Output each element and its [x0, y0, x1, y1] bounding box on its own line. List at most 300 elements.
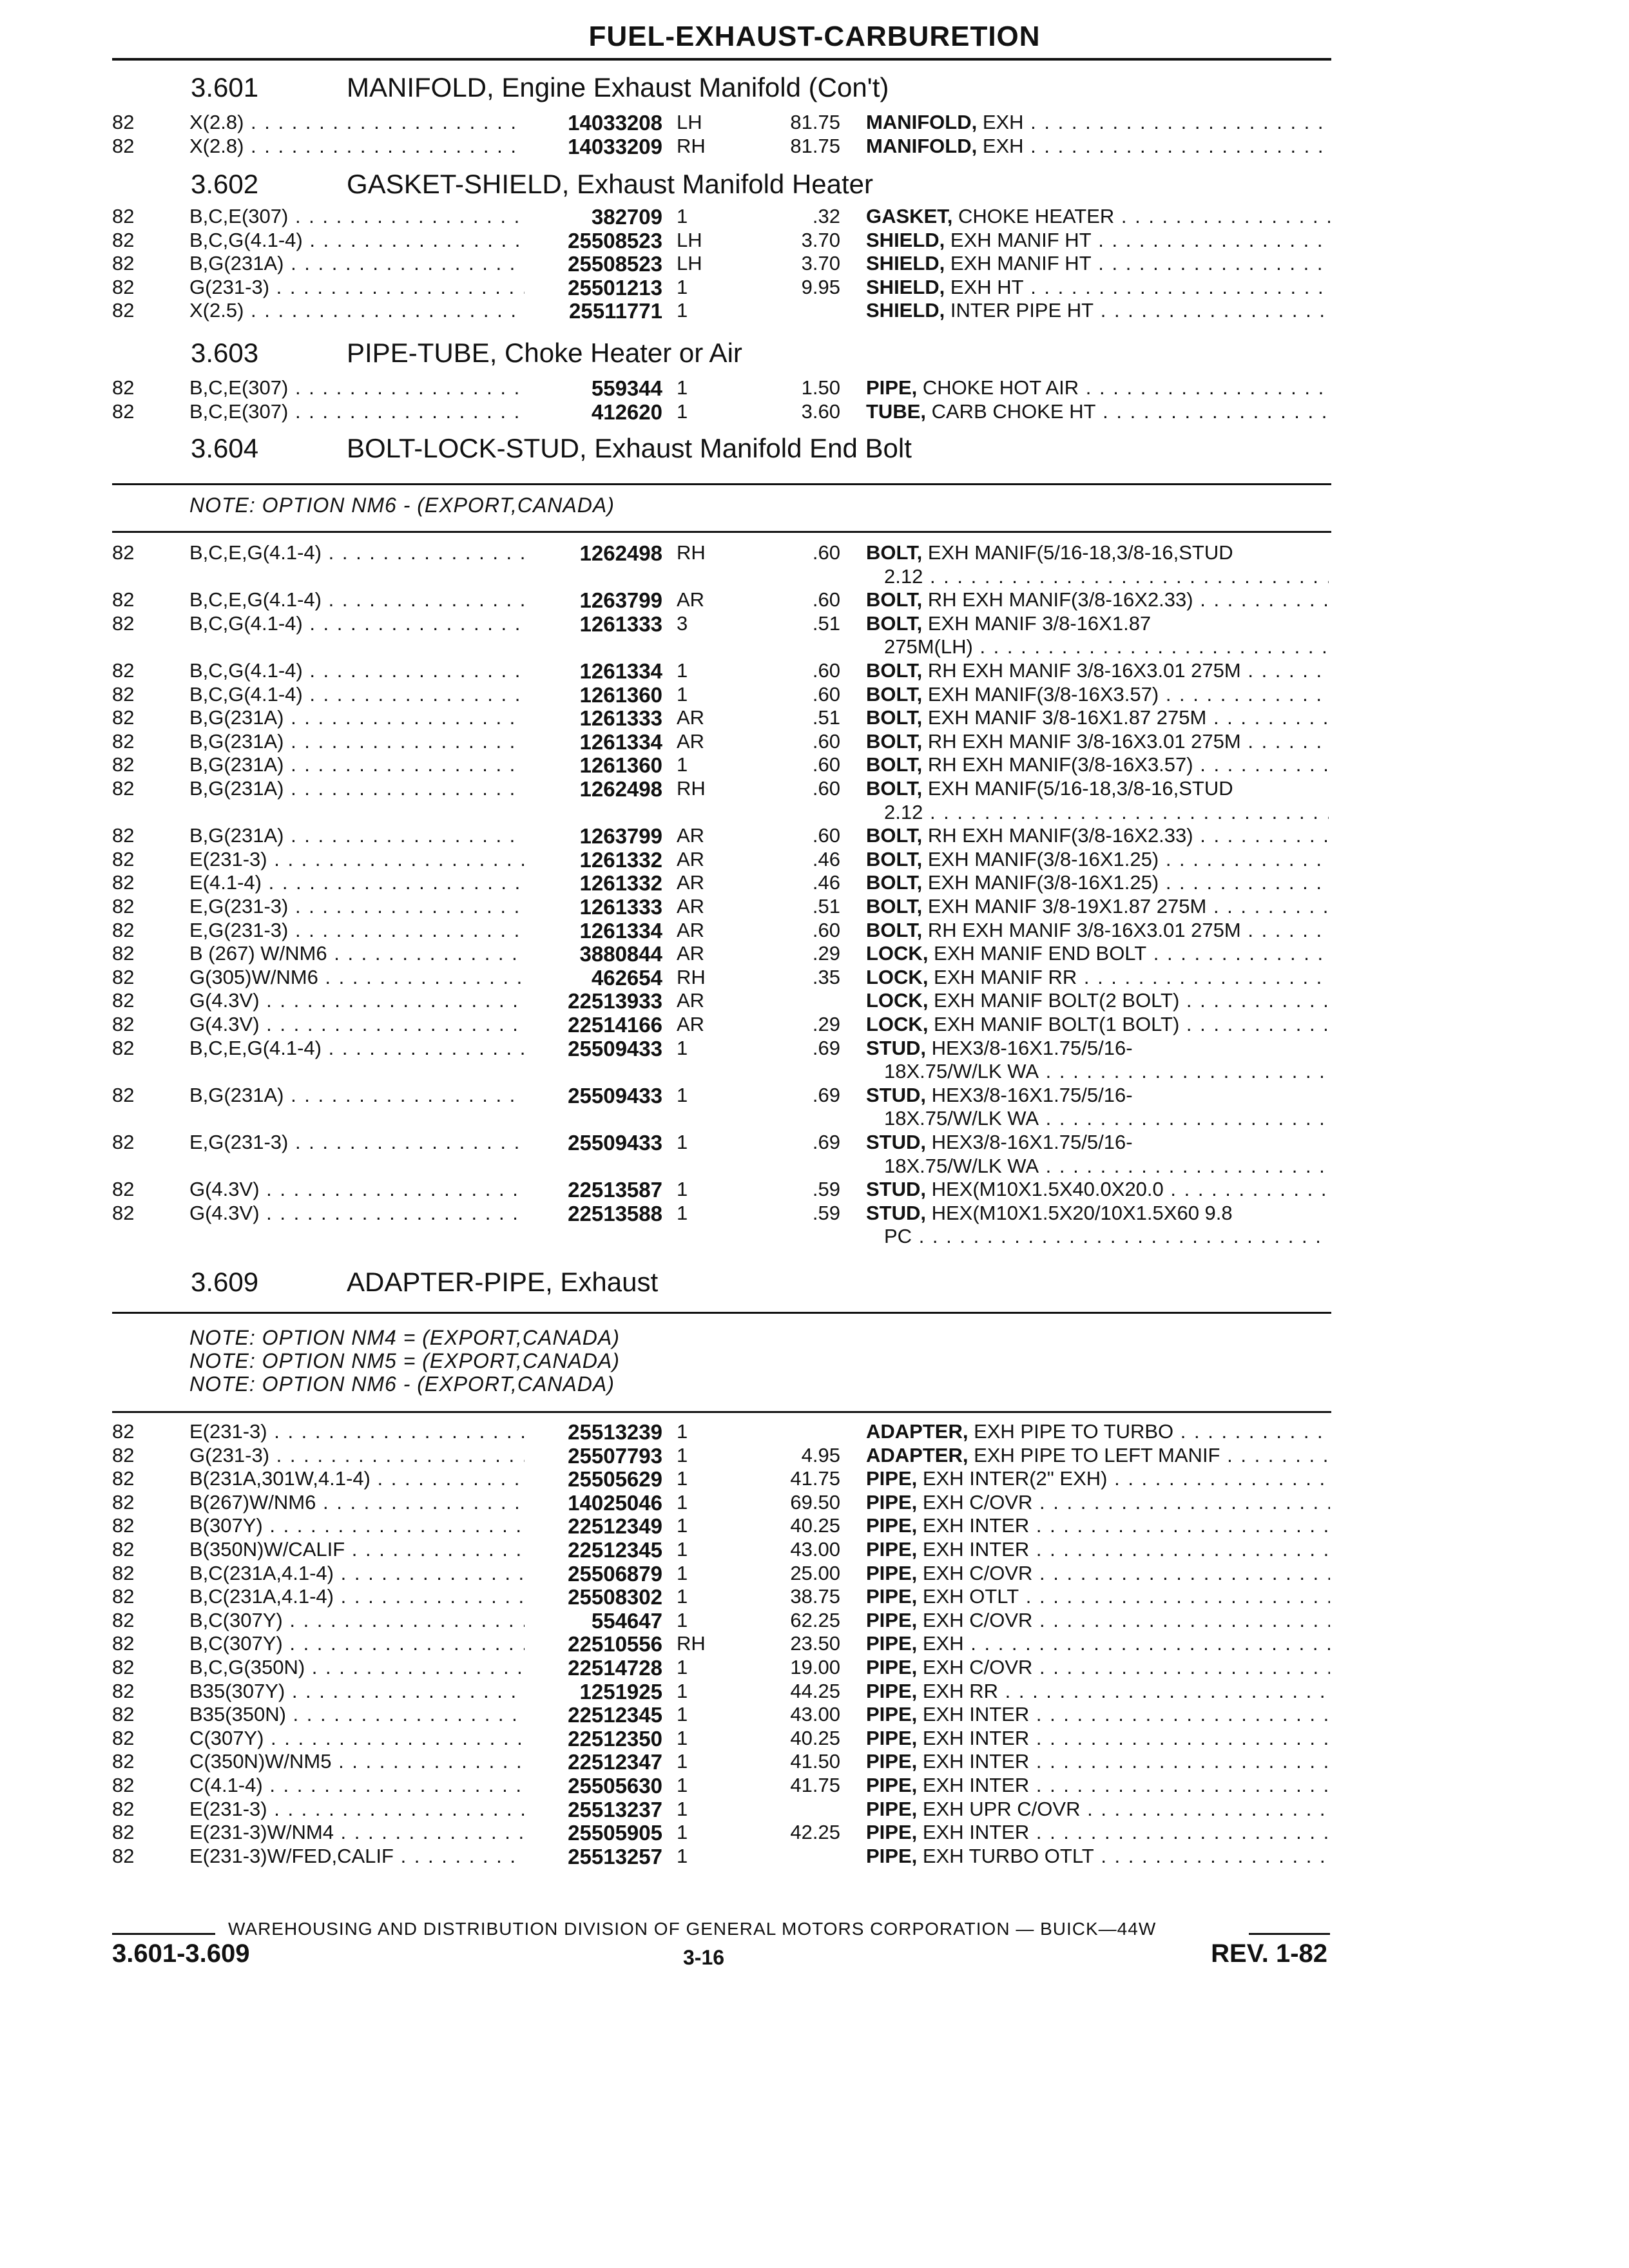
description-keyword: GASKET, [866, 205, 953, 227]
description-keyword: PIPE, [866, 376, 918, 399]
table-row [0, 135, 1629, 158]
year-cell: 82 [112, 1467, 135, 1490]
table-row [0, 1467, 1629, 1490]
year-cell: 82 [112, 706, 135, 729]
price-cell: .29 [812, 1013, 840, 1035]
price-cell: 25.00 [790, 1562, 840, 1584]
part-number-cell: 14033208 [568, 111, 662, 135]
price-cell: 81.75 [790, 111, 840, 133]
model-cell: B35(307Y) . . . [189, 1680, 525, 1703]
part-number-cell: 25501213 [568, 276, 662, 300]
price-cell: .60 [812, 777, 840, 800]
model-cell: B (267) W/NM6 . . . [189, 942, 525, 965]
part-number-cell: 1261360 [579, 683, 662, 707]
price-cell: 40.25 [790, 1727, 840, 1749]
description-continuation: 2.12 . . . [884, 565, 1329, 588]
quantity-cell: RH [677, 966, 706, 988]
part-number-cell: 25505905 [568, 1821, 662, 1845]
year-cell: 82 [112, 1420, 135, 1443]
description-keyword: BOLT, [866, 541, 923, 564]
quantity-cell: 1 [677, 299, 688, 322]
price-cell: .29 [812, 942, 840, 965]
description-cell: PIPE, EXH RR . . . [866, 1680, 1330, 1703]
description-cell: PIPE, EXH OTLT . . . [866, 1585, 1330, 1608]
quantity-cell: 1 [677, 1444, 688, 1466]
model-cell: B(231A,301W,4.1-4) . . . [189, 1467, 525, 1490]
year-cell: 82 [112, 1656, 135, 1678]
description-cell: PIPE, EXH INTER(2" EXH) . . . [866, 1467, 1330, 1490]
model-cell: B(350N)W/CALIF . . . [189, 1538, 525, 1561]
year-cell: 82 [112, 135, 135, 157]
model-cell: B,G(231A) . . . [189, 252, 525, 275]
quantity-cell: 1 [677, 1514, 688, 1537]
part-number-cell: 25509433 [568, 1037, 662, 1061]
table-row [0, 1798, 1629, 1821]
description-keyword: LOCK, [866, 1013, 929, 1035]
table-row [0, 1656, 1629, 1679]
year-cell: 82 [112, 1750, 135, 1773]
description-continuation: 18X.75/W/LK WA . . . [884, 1155, 1329, 1178]
model-cell: C(4.1-4) . . . [189, 1774, 525, 1797]
price-cell: 43.00 [790, 1538, 840, 1561]
year-cell: 82 [112, 1013, 135, 1035]
year-cell: 82 [112, 1084, 135, 1106]
description-keyword: PIPE, [866, 1727, 918, 1749]
part-number-cell: 25505630 [568, 1774, 662, 1798]
price-cell: .59 [812, 1202, 840, 1224]
table-row [0, 1821, 1629, 1844]
model-cell: X(2.8) . . . [189, 111, 525, 134]
footer-section-range: 3.601-3.609 [112, 1939, 250, 1968]
part-number-cell: 1261332 [579, 871, 662, 895]
price-cell: .60 [812, 730, 840, 753]
model-cell: B,G(231A) . . . [189, 753, 525, 776]
description-keyword: BOLT, [866, 848, 923, 870]
price-cell: 81.75 [790, 135, 840, 157]
footer-revision: REV. 1-82 [1211, 1939, 1327, 1968]
section-title: PIPE-TUBE, Choke Heater or Air [347, 338, 742, 368]
part-number-cell: 25509433 [568, 1131, 662, 1155]
description-cell: ADAPTER, EXH PIPE TO TURBO . . . [866, 1420, 1330, 1443]
table-row [0, 1491, 1629, 1514]
footer-rule-right [1249, 1933, 1330, 1935]
part-number-cell: 1261334 [579, 659, 662, 683]
description-keyword: PIPE, [866, 1538, 918, 1561]
price-cell: 62.25 [790, 1609, 840, 1631]
year-cell: 82 [112, 871, 135, 894]
table-row [0, 588, 1629, 611]
quantity-cell: 1 [677, 1178, 688, 1200]
table-row [0, 1562, 1629, 1585]
price-cell: .60 [812, 541, 840, 564]
description-cell: PIPE, EXH INTER . . . [866, 1538, 1330, 1561]
quantity-cell: 1 [677, 1562, 688, 1584]
price-cell: 43.00 [790, 1703, 840, 1725]
year-cell: 82 [112, 111, 135, 133]
section-note: NOTE: OPTION NM5 = (EXPORT,CANADA) [189, 1349, 620, 1372]
part-number-cell: 22513588 [568, 1202, 662, 1225]
part-number-cell: 412620 [591, 400, 662, 424]
year-cell: 82 [112, 848, 135, 870]
quantity-cell: 1 [677, 1538, 688, 1561]
year-cell: 82 [112, 730, 135, 753]
description-keyword: SHIELD, [866, 252, 945, 274]
description-cell: PIPE, EXH . . . [866, 1632, 1330, 1655]
year-cell: 82 [112, 376, 135, 399]
model-cell: B,C(231A,4.1-4) . . . [189, 1562, 525, 1585]
section-title: ADAPTER-PIPE, Exhaust [347, 1267, 659, 1297]
description-keyword: SHIELD, [866, 299, 945, 322]
description-cell: BOLT, RH EXH MANIF 3/8-16X3.01 275M . . . [866, 659, 1330, 682]
model-cell: B,C,G(4.1-4) . . . [189, 683, 525, 706]
table-row [0, 299, 1629, 322]
description-cell: TUBE, CARB CHOKE HT . . . [866, 400, 1330, 423]
description-keyword: PIPE, [866, 1585, 918, 1608]
price-cell: 3.60 [801, 400, 840, 423]
part-number-cell: 25511771 [568, 299, 662, 323]
year-cell: 82 [112, 1727, 135, 1749]
quantity-cell: 1 [677, 1750, 688, 1773]
section-number: 3.602 [191, 169, 259, 199]
part-number-cell: 14033209 [568, 135, 662, 159]
quantity-cell: 1 [677, 683, 688, 706]
part-number-cell: 22512349 [568, 1514, 662, 1538]
quantity-cell: RH [677, 541, 706, 564]
year-cell: 82 [112, 205, 135, 227]
price-cell: .69 [812, 1084, 840, 1106]
description-cell: SHIELD, EXH MANIF HT . . . [866, 229, 1330, 252]
model-cell: G(4.3V) . . . [189, 1178, 525, 1201]
quantity-cell: LH [677, 252, 702, 274]
description-keyword: PIPE, [866, 1845, 918, 1867]
year-cell: 82 [112, 1131, 135, 1153]
price-cell: 4.95 [801, 1444, 840, 1466]
description-keyword: PIPE, [866, 1656, 918, 1678]
model-cell: G(4.3V) . . . [189, 1202, 525, 1225]
price-cell: 41.75 [790, 1774, 840, 1796]
table-row [0, 1420, 1629, 1443]
quantity-cell: 1 [677, 1774, 688, 1796]
section-number: 3.609 [191, 1267, 259, 1297]
table-row [0, 848, 1629, 871]
part-number-cell: 25508523 [568, 229, 662, 253]
model-cell: B,C,G(350N) . . . [189, 1656, 525, 1679]
table-row [0, 1727, 1629, 1750]
table-row [0, 1538, 1629, 1561]
description-cell: PIPE, CHOKE HOT AIR . . . [866, 376, 1330, 399]
description-keyword: SHIELD, [866, 229, 945, 251]
quantity-cell: AR [677, 730, 705, 753]
model-cell: B,C,G(4.1-4) . . . [189, 612, 525, 635]
model-cell: B,C,G(4.1-4) . . . [189, 659, 525, 682]
part-number-cell: 1251925 [579, 1680, 662, 1704]
year-cell: 82 [112, 1538, 135, 1561]
year-cell: 82 [112, 1562, 135, 1584]
year-cell: 82 [112, 1632, 135, 1655]
section-number: 3.601 [191, 72, 259, 102]
description-keyword: PIPE, [866, 1703, 918, 1725]
quantity-cell: AR [677, 824, 705, 847]
table-row [0, 1680, 1629, 1703]
model-cell: B,C,E,G(4.1-4) . . . [189, 1037, 525, 1060]
part-number-cell: 1261332 [579, 848, 662, 872]
part-number-cell: 25507793 [568, 1444, 662, 1468]
section-number: 3.603 [191, 338, 259, 368]
section-note: NOTE: OPTION NM6 - (EXPORT,CANADA) [189, 1372, 615, 1396]
price-cell: 9.95 [801, 276, 840, 298]
year-cell: 82 [112, 1798, 135, 1820]
model-cell: B35(350N) . . . [189, 1703, 525, 1726]
description-cell: BOLT, RH EXH MANIF 3/8-16X3.01 275M . . . [866, 730, 1330, 753]
description-cell: BOLT, EXH MANIF 3/8-16X1.87 [866, 612, 1152, 635]
model-cell: E(231-3)W/NM4 . . . [189, 1821, 525, 1844]
description-cell: PIPE, EXH INTER . . . [866, 1727, 1330, 1750]
year-cell: 82 [112, 753, 135, 776]
part-number-cell: 22513933 [568, 989, 662, 1013]
table-row [0, 229, 1629, 252]
description-keyword: PIPE, [866, 1798, 918, 1820]
table-row [0, 1845, 1629, 1868]
table-row [0, 376, 1629, 399]
table-row [0, 706, 1629, 729]
model-cell: B,G(231A) . . . [189, 730, 525, 753]
year-cell: 82 [112, 541, 135, 564]
year-cell: 82 [112, 824, 135, 847]
model-cell: E(231-3) . . . [189, 1798, 525, 1821]
description-cell: SHIELD, EXH MANIF HT . . . [866, 252, 1330, 275]
price-cell: 44.25 [790, 1680, 840, 1702]
quantity-cell: AR [677, 895, 705, 918]
part-number-cell: 22514728 [568, 1656, 662, 1680]
model-cell: B,C(231A,4.1-4) . . . [189, 1585, 525, 1608]
part-number-cell: 1261360 [579, 753, 662, 777]
description-cell: PIPE, EXH INTER . . . [866, 1514, 1330, 1537]
price-cell: 41.50 [790, 1750, 840, 1773]
model-cell: E(231-3) . . . [189, 848, 525, 871]
description-cell: BOLT, RH EXH MANIF(3/8-16X2.33) . . . [866, 824, 1330, 847]
description-keyword: PIPE, [866, 1774, 918, 1796]
model-cell: B,C,E,G(4.1-4) . . . [189, 588, 525, 611]
quantity-cell: 1 [677, 1084, 688, 1106]
description-cell: MANIFOLD, EXH . . . [866, 111, 1330, 134]
price-cell: 42.25 [790, 1821, 840, 1843]
footer-page-number: 3-16 [683, 1946, 725, 1969]
description-cell: BOLT, RH EXH MANIF(3/8-16X3.57) . . . [866, 753, 1330, 776]
part-number-cell: 22513587 [568, 1178, 662, 1202]
model-cell: B,G(231A) . . . [189, 1084, 525, 1107]
description-keyword: BOLT, [866, 919, 923, 941]
quantity-cell: RH [677, 1632, 706, 1655]
year-cell: 82 [112, 1774, 135, 1796]
model-cell: B,C,E(307) . . . [189, 376, 525, 399]
price-cell: 1.50 [801, 376, 840, 399]
quantity-cell: 1 [677, 400, 688, 423]
description-cell: LOCK, EXH MANIF END BOLT . . . [866, 942, 1330, 965]
quantity-cell: 1 [677, 205, 688, 227]
part-number-cell: 1261334 [579, 919, 662, 943]
table-row [0, 871, 1629, 894]
section-rule [112, 483, 1331, 485]
description-keyword: PIPE, [866, 1491, 918, 1514]
quantity-cell: AR [677, 706, 705, 729]
description-cell: BOLT, EXH MANIF 3/8-19X1.87 275M . . . [866, 895, 1330, 918]
quantity-cell: 1 [677, 1131, 688, 1153]
quantity-cell: 1 [677, 1420, 688, 1443]
description-keyword: MANIFOLD, [866, 111, 978, 133]
quantity-cell: 1 [677, 376, 688, 399]
part-number-cell: 25513257 [568, 1845, 662, 1869]
price-cell: .51 [812, 612, 840, 635]
description-keyword: TUBE, [866, 400, 926, 423]
price-cell: .60 [812, 588, 840, 611]
description-cell: BOLT, RH EXH MANIF(3/8-16X2.33) . . . [866, 588, 1330, 611]
description-cell: LOCK, EXH MANIF BOLT(2 BOLT) . . . [866, 989, 1330, 1012]
quantity-cell: 1 [677, 1609, 688, 1631]
section-note: NOTE: OPTION NM6 - (EXPORT,CANADA) [189, 494, 615, 517]
part-number-cell: 25513237 [568, 1798, 662, 1821]
description-keyword: BOLT, [866, 777, 923, 800]
price-cell: 3.70 [801, 229, 840, 251]
price-cell: .60 [812, 919, 840, 941]
table-row [0, 1202, 1629, 1225]
part-number-cell: 3880844 [579, 942, 662, 966]
price-cell: .69 [812, 1131, 840, 1153]
model-cell: E,G(231-3) . . . [189, 895, 525, 918]
table-row [0, 659, 1629, 682]
table-row [0, 276, 1629, 299]
description-keyword: STUD, [866, 1202, 926, 1224]
year-cell: 82 [112, 989, 135, 1012]
model-cell: E(4.1-4) . . . [189, 871, 525, 894]
price-cell: 3.70 [801, 252, 840, 274]
model-cell: B,C,E,G(4.1-4) . . . [189, 541, 525, 564]
part-number-cell: 1263799 [579, 824, 662, 848]
quantity-cell: 1 [677, 1467, 688, 1490]
quantity-cell: 1 [677, 1037, 688, 1059]
year-cell: 82 [112, 1491, 135, 1514]
price-cell: .60 [812, 824, 840, 847]
description-cell: STUD, HEX(M10X1.5X20/10X1.5X60 9.8 [866, 1202, 1233, 1224]
description-cell: PIPE, EXH INTER . . . [866, 1821, 1330, 1844]
quantity-cell: 1 [677, 659, 688, 682]
year-cell: 82 [112, 1609, 135, 1631]
quantity-cell: RH [677, 777, 706, 800]
year-cell: 82 [112, 612, 135, 635]
part-number-cell: 22512345 [568, 1703, 662, 1727]
year-cell: 82 [112, 1680, 135, 1702]
section-rule [112, 531, 1331, 533]
table-row [0, 824, 1629, 847]
description-cell: PIPE, EXH C/OVR . . . [866, 1491, 1330, 1514]
model-cell: C(307Y) . . . [189, 1727, 525, 1750]
section-title: BOLT-LOCK-STUD, Exhaust Manifold End Bolt [347, 433, 912, 463]
table-row [0, 989, 1629, 1012]
year-cell: 82 [112, 229, 135, 251]
description-keyword: ADAPTER, [866, 1444, 969, 1466]
price-cell: 23.50 [790, 1632, 840, 1655]
model-cell: B(307Y) . . . [189, 1514, 525, 1537]
table-row [0, 1632, 1629, 1655]
price-cell: 41.75 [790, 1467, 840, 1490]
description-keyword: PIPE, [866, 1514, 918, 1537]
year-cell: 82 [112, 1585, 135, 1608]
part-number-cell: 1261334 [579, 730, 662, 754]
model-cell: B,C(307Y) . . . [189, 1632, 525, 1655]
price-cell: 69.50 [790, 1491, 840, 1514]
year-cell: 82 [112, 1444, 135, 1466]
description-keyword: BOLT, [866, 895, 923, 918]
table-row [0, 205, 1629, 228]
description-cell: PIPE, EXH INTER . . . [866, 1703, 1330, 1726]
description-cell: BOLT, RH EXH MANIF 3/8-16X3.01 275M . . . [866, 919, 1330, 942]
quantity-cell: 1 [677, 276, 688, 298]
price-cell: .32 [812, 205, 840, 227]
quantity-cell: LH [677, 229, 702, 251]
quantity-cell: 1 [677, 1727, 688, 1749]
part-number-cell: 14025046 [568, 1491, 662, 1515]
model-cell: X(2.8) . . . [189, 135, 525, 158]
description-keyword: BOLT, [866, 871, 923, 894]
table-row [0, 1774, 1629, 1797]
quantity-cell: 1 [677, 1491, 688, 1514]
quantity-cell: 1 [677, 1585, 688, 1608]
year-cell: 82 [112, 1703, 135, 1725]
description-continuation: 18X.75/W/LK WA . . . [884, 1107, 1329, 1130]
section-title: MANIFOLD, Engine Exhaust Manifold (Con't) [347, 72, 889, 102]
header-rule [112, 58, 1331, 61]
description-keyword: PIPE, [866, 1467, 918, 1490]
part-number-cell: 554647 [591, 1609, 662, 1633]
model-cell: B(267)W/NM6 . . . [189, 1491, 525, 1514]
description-keyword: PIPE, [866, 1632, 918, 1655]
quantity-cell: AR [677, 942, 705, 965]
year-cell: 82 [112, 1202, 135, 1224]
table-row [0, 966, 1629, 989]
part-number-cell: 25508523 [568, 252, 662, 276]
description-cell: BOLT, EXH MANIF(5/16-18,3/8-16,STUD [866, 777, 1233, 800]
quantity-cell: RH [677, 135, 706, 157]
table-row [0, 400, 1629, 423]
year-cell: 82 [112, 942, 135, 965]
table-row [0, 1131, 1629, 1154]
quantity-cell: AR [677, 919, 705, 941]
table-row [0, 1514, 1629, 1537]
part-number-cell: 25513239 [568, 1420, 662, 1444]
table-row [0, 1013, 1629, 1036]
description-cell: LOCK, EXH MANIF RR . . . [866, 966, 1330, 989]
quantity-cell: 1 [677, 1703, 688, 1725]
price-cell: .60 [812, 753, 840, 776]
part-number-cell: 22510556 [568, 1632, 662, 1656]
description-cell: STUD, HEX3/8-16X1.75/5/16- [866, 1131, 1133, 1153]
model-cell: B,C(307Y) . . . [189, 1609, 525, 1632]
quantity-cell: 1 [677, 1845, 688, 1867]
year-cell: 82 [112, 966, 135, 988]
quantity-cell: 1 [677, 1680, 688, 1702]
model-cell: E,G(231-3) . . . [189, 919, 525, 942]
model-cell: G(4.3V) . . . [189, 1013, 525, 1036]
model-cell: E(231-3)W/FED,CALIF . . . [189, 1845, 525, 1868]
year-cell: 82 [112, 659, 135, 682]
description-cell: PIPE, EXH C/OVR . . . [866, 1562, 1330, 1585]
description-keyword: STUD, [866, 1178, 926, 1200]
section-number: 3.604 [191, 433, 259, 463]
table-row [0, 777, 1629, 800]
model-cell: B,G(231A) . . . [189, 824, 525, 847]
section-note: NOTE: OPTION NM4 = (EXPORT,CANADA) [189, 1326, 620, 1349]
table-row [0, 1609, 1629, 1632]
description-cell: STUD, HEX3/8-16X1.75/5/16- [866, 1037, 1133, 1059]
